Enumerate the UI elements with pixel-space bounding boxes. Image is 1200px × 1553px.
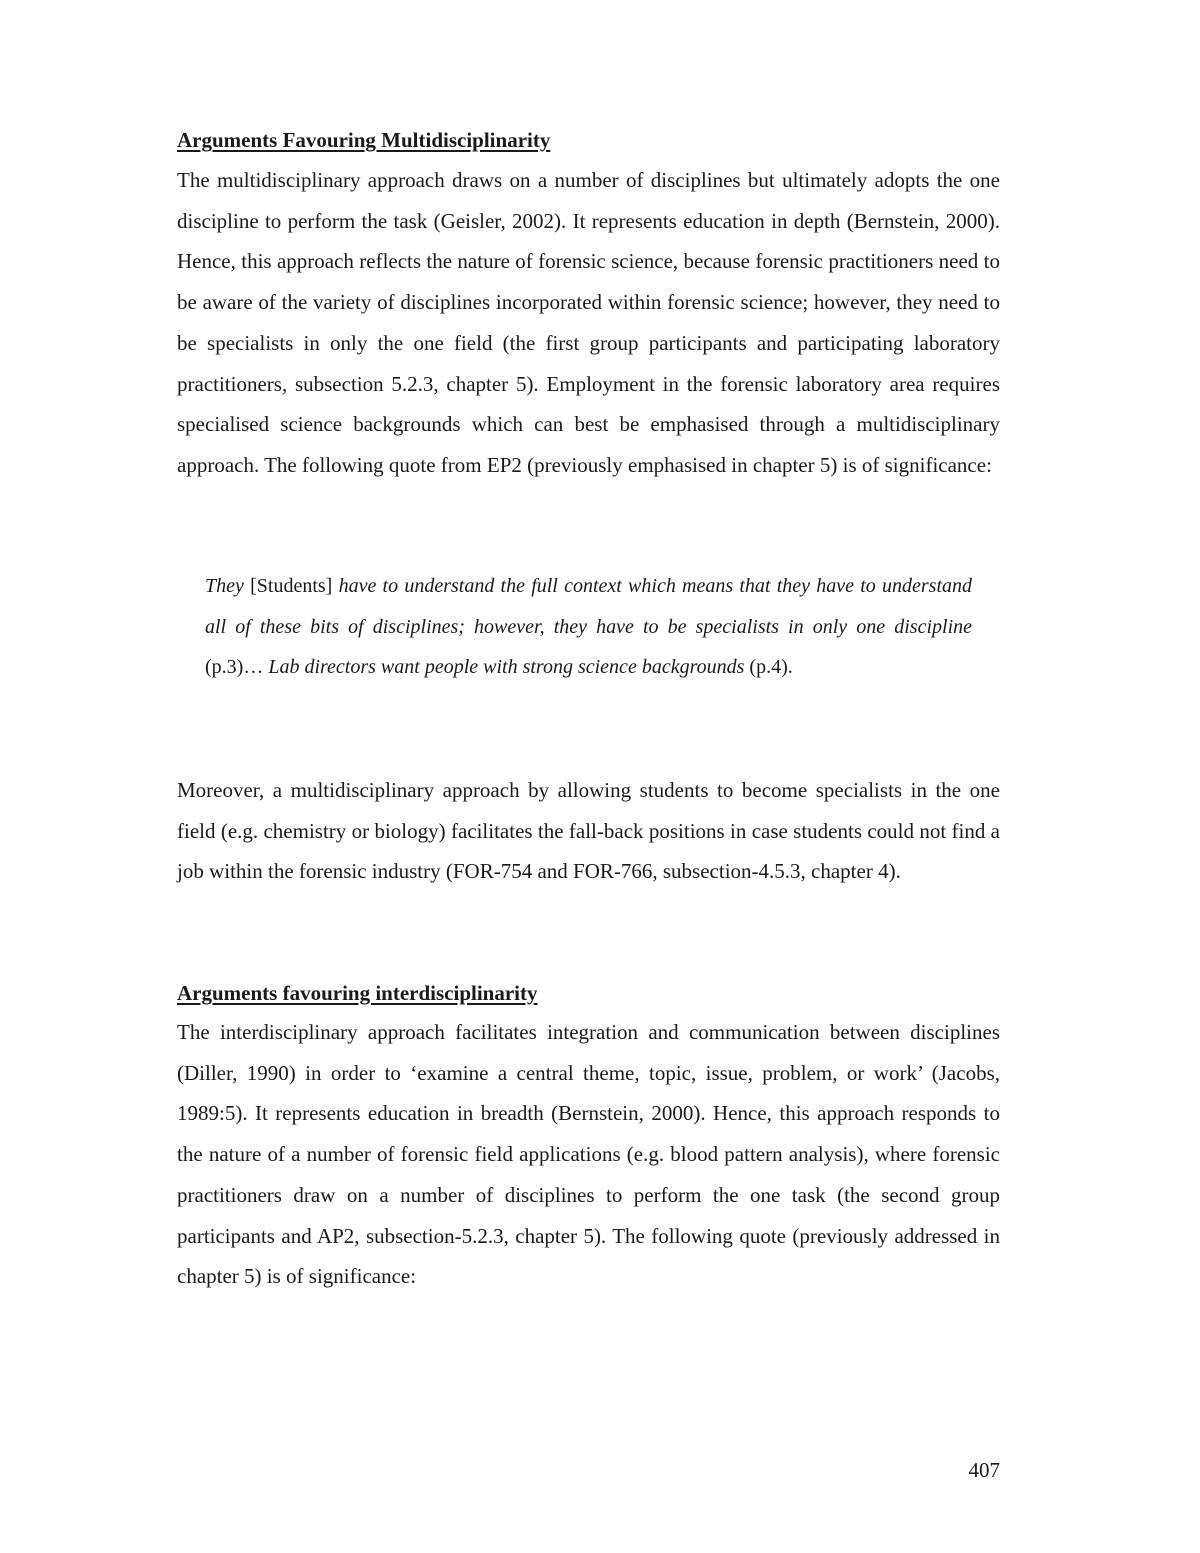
quote-page-ref: (p.4). [744, 656, 793, 679]
quote-text-bracket: [Students] [243, 575, 339, 597]
section-heading-interdisciplinarity: Arguments favouring interdisciplinarity [177, 981, 538, 1005]
block-quote-ep2 [205, 566, 972, 688]
page-number: 407 [968, 1458, 1000, 1482]
section-heading-multidisciplinarity: Arguments Favouring Multidisciplinarity [177, 128, 551, 152]
quote-page-ref: (p.3)… [205, 656, 269, 679]
paragraph-multidisciplinary-approach: The multidisciplinary approach draws on a number of disciplines but ultimately adopts the one discipline to perform the task (Geisler, 2002). It represents education in depth (Bernstein, 2000). Hence, this approach reflects the nature of forensic science, because forensic practitioners need to be aware of the variety of disciplines incorporated within forensic science; however, they need to be specialists in only the one field (the first group participants and participating laboratory practitioners, subsection 5.2.3, chapter 5). Employment in the forensic laboratory area requires specialised science backgrounds which can best be emphasised through a multidisciplinary approach. The following quote from EP2 (previously emphasised in chapter 5) is of significance: [177, 168, 1000, 477]
paragraph-moreover: Moreover, a multidisciplinary approach by allowing students to become specialists in the one field (e.g. chemistry or biology) facilitates the fall-back positions in case students could not find a job within the forensic industry (FOR-754 and FOR-766, subsection-4.5.3, chapter 4). [177, 778, 1000, 884]
quote-text-italic: They [205, 575, 244, 597]
paragraph-interdisciplinary-approach: The interdisciplinary approach facilitates integration and communication between disciplines (Diller, 1990) in order to ‘examine a central theme, topic, issue, problem, or work’ (Jacobs, 1989:5). It represents education in breadth (Bernstein, 2000). Hence, this approach responds to the nature of a number of forensic field applications (e.g. blood pattern analysis), where forensic practitioners draw on a number of disciplines to perform the one task (the second group participants and AP2, subsection-5.2.3, chapter 5). The following quote (previously addressed in chapter 5) is of significance: [177, 1020, 1000, 1289]
quote-text-italic: Lab directors want people with strong science backgrounds [268, 656, 745, 679]
quote-text-italic: have to understand the full context which means that they have to understand all of these bits of disciplines; however, they have to be specialists in only one discipline [205, 575, 972, 638]
